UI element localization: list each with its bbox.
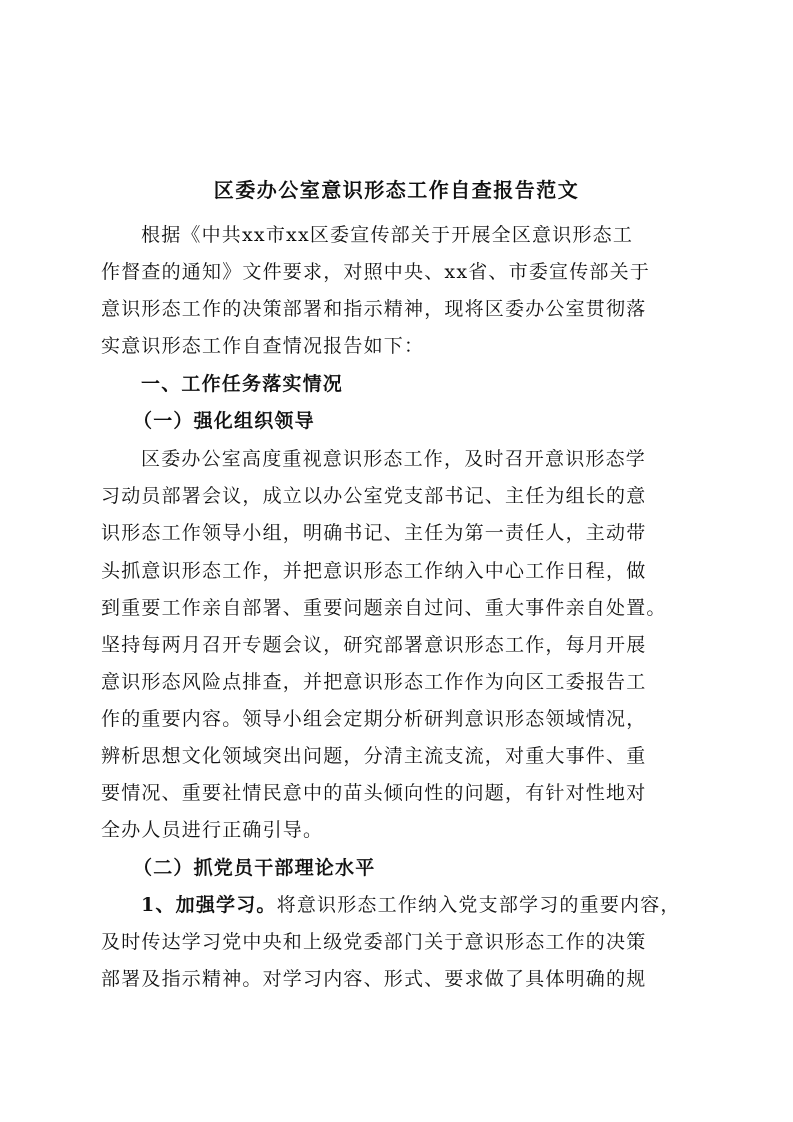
sub1-line-11: 全办人员进行正确引导。	[101, 819, 324, 841]
sub1-line-2: 习动员部署会议，成立以办公室党支部书记、主任为组长的意	[101, 485, 647, 507]
item1-first-text: 将意识形态工作纳入党支部学习的重要内容，	[276, 894, 681, 916]
sub1-line-4: 头抓意识形态工作，并把意识形态工作纳入中心工作日程，做	[101, 560, 647, 582]
intro-line-2: 作督查的通知》文件要求，对照中央、xx省、市委宣传部关于	[101, 261, 651, 283]
item1-line-3: 部署及指示精神。对学习内容、形式、要求做了具体明确的规	[101, 968, 647, 990]
intro-line-1: 根据《中共xx市xx区委宣传部关于开展全区意识形态工	[141, 224, 634, 246]
item1-label: 1、加强学习。	[141, 894, 277, 916]
intro-line-3: 意识形态工作的决策部署和指示精神，现将区委办公室贯彻落	[101, 298, 647, 320]
sub1-line-5: 到重要工作亲自部署、重要问题亲自过问、重大事件亲自处置。	[101, 597, 667, 619]
sub1-line-7: 意识形态风险点排查，并把意识形态工作作为向区工委报告工	[101, 671, 647, 693]
sub1-line-10: 要情况、重要社情民意中的苗头倾向性的问题，有针对性地对	[101, 782, 647, 804]
sub1-line-9: 辨析思想文化领域突出问题，分清主流支流，对重大事件、重	[101, 745, 647, 767]
sub1-line-8: 作的重要内容。领导小组会定期分析研判意识形态领域情况，	[101, 708, 647, 730]
sub1-line-3: 识形态工作领导小组，明确书记、主任为第一责任人，主动带	[101, 522, 647, 544]
sub1-line-6: 坚持每两月召开专题会议，研究部署意识形态工作，每月开展	[101, 634, 647, 656]
item1-line-2: 及时传达学习党中央和上级党委部门关于意识形态工作的决策	[101, 931, 647, 953]
subsection-heading-2: （二）抓党员干部理论水平	[133, 857, 376, 879]
sub1-line-1: 区委办公室高度重视意识形态工作，及时召开意识形态学	[141, 448, 647, 470]
subsection-heading-1: （一）强化组织领导	[133, 410, 315, 432]
item1-first-line	[141, 892, 681, 918]
section-heading-1: 一、工作任务落实情况	[141, 373, 344, 395]
document-title: 区委办公室意识形态工作自查报告范文	[213, 178, 580, 202]
intro-line-4: 实意识形态工作自查情况报告如下：	[101, 335, 425, 357]
